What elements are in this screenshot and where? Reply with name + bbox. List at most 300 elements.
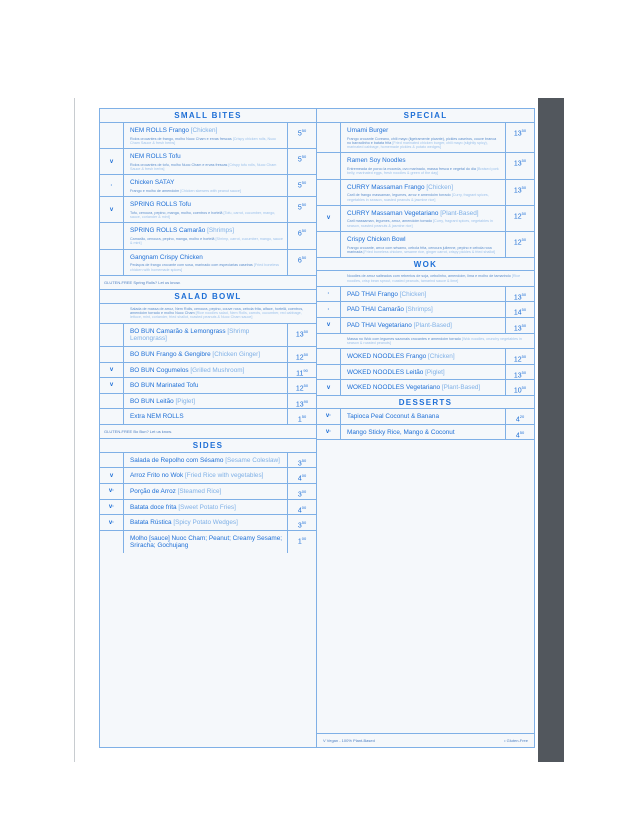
menu-item bbox=[100, 324, 316, 347]
item-body bbox=[124, 197, 288, 222]
item-title: NEM ROLLS Tofu bbox=[130, 153, 181, 161]
price-cents: 50 bbox=[521, 184, 527, 190]
menu-item bbox=[317, 318, 534, 334]
item-translation: [Steamed Rice] bbox=[177, 488, 222, 496]
item-body bbox=[124, 515, 288, 530]
item-price bbox=[288, 250, 316, 275]
description-text: Entremeada de porco la moceda, ovo marinado, massa fresca e vegetal do dia bbox=[347, 167, 476, 172]
item-body bbox=[124, 378, 288, 393]
item-body bbox=[124, 531, 288, 553]
item-body bbox=[124, 250, 288, 275]
item-description bbox=[347, 137, 501, 150]
price-euros: 10 bbox=[513, 387, 522, 395]
item-translation: [Chicken] bbox=[190, 127, 218, 134]
item-title: Molho [sauce] Nuoc Cham; Peanut; Creamy Sesame; Sriracha; Gochujang bbox=[130, 534, 283, 550]
dietary-flag: v bbox=[100, 197, 124, 222]
section-title-desserts: DESSERTS bbox=[317, 395, 534, 409]
menu-item bbox=[317, 206, 534, 232]
dietary-flag bbox=[100, 347, 124, 362]
item-body bbox=[124, 484, 288, 499]
price-euros: 12 bbox=[513, 239, 522, 247]
description-translation: [Crispy chicken rolls, Nuoc Cham Sauce & fresh herbs] bbox=[130, 136, 277, 145]
price-cents: 50 bbox=[301, 414, 307, 420]
item-title: BO BUN Leitão bbox=[130, 397, 174, 405]
item-description bbox=[130, 211, 283, 220]
menu-item bbox=[100, 531, 316, 553]
item-description bbox=[347, 193, 501, 202]
item-title: Mango Sticky Rice, Mango & Coconut bbox=[347, 428, 455, 436]
price-cents: 50 bbox=[521, 158, 527, 164]
item-body bbox=[341, 380, 506, 395]
item-name bbox=[347, 236, 501, 244]
item-description bbox=[130, 189, 283, 193]
item-body bbox=[124, 324, 288, 346]
item-price bbox=[506, 206, 534, 231]
intro-text: Noodles de arroz salteados com rebentos de soja, cebolinho, amendoim, lima e molho de tamarindo bbox=[347, 274, 511, 279]
item-price bbox=[506, 409, 534, 424]
item-price bbox=[288, 378, 316, 393]
dietary-flag: v bbox=[317, 380, 341, 395]
item-price bbox=[288, 324, 316, 346]
price-euros: 13 bbox=[295, 401, 304, 409]
item-translation: [Chicken] bbox=[427, 353, 455, 361]
price-cents: 50 bbox=[519, 429, 525, 435]
menu-item bbox=[317, 380, 534, 395]
item-price bbox=[506, 302, 534, 317]
menu-item bbox=[100, 223, 316, 249]
price-cents: 50 bbox=[301, 228, 307, 234]
item-name bbox=[130, 227, 283, 235]
item-name bbox=[347, 353, 501, 361]
dietary-flag bbox=[100, 223, 124, 248]
price-euros: 11 bbox=[296, 369, 304, 377]
item-title: Gangnam Crispy Chicken bbox=[130, 253, 203, 261]
description-translation: [Braised pork belly, marinated eggs, fresh noodles & green of the day] bbox=[347, 167, 499, 176]
item-translation: [Sweet Potato Fries] bbox=[178, 503, 236, 511]
description-text: Caril de frango massaman, legumes, arroz e amendoim torrado bbox=[347, 193, 451, 198]
item-name bbox=[130, 254, 283, 262]
dietary-flag: v· bbox=[100, 515, 124, 530]
item-title: PAD THAI Vegetariano bbox=[347, 322, 412, 330]
item-price bbox=[506, 318, 534, 333]
menu-item bbox=[100, 484, 316, 500]
item-name bbox=[130, 201, 283, 209]
item-title: BO BUN Frango & Gengibre bbox=[130, 350, 211, 358]
intro-translation: [Rice noodles, crisp bean sprout, roasted peanuts, tamarind sauce & lime] bbox=[347, 274, 521, 283]
price-cents: 50 bbox=[303, 351, 309, 357]
item-name bbox=[130, 127, 283, 135]
menu-item bbox=[317, 123, 534, 153]
menu-item bbox=[100, 197, 316, 223]
item-translation: [Plant-Based] bbox=[440, 209, 479, 217]
item-name bbox=[347, 291, 501, 299]
item-title: PAD THAI Frango bbox=[347, 290, 398, 298]
item-price bbox=[506, 349, 534, 364]
small-bites-list bbox=[100, 123, 316, 276]
item-title: PAD THAI Camarão bbox=[347, 306, 404, 314]
dietary-flag bbox=[100, 123, 124, 148]
item-description bbox=[130, 237, 283, 246]
item-price bbox=[288, 347, 316, 362]
dietary-flag: v· bbox=[317, 425, 341, 440]
menu-item bbox=[100, 123, 316, 149]
menu-item bbox=[100, 347, 316, 363]
dietary-flag: v· bbox=[100, 484, 124, 499]
item-price bbox=[506, 287, 534, 302]
wok-noodles-list bbox=[317, 349, 534, 395]
item-title: Crispy Chicken Bowl bbox=[347, 236, 406, 244]
menu-item bbox=[100, 468, 316, 484]
menu-item bbox=[317, 180, 534, 206]
section-title-wok: WOK bbox=[317, 257, 534, 271]
item-body bbox=[124, 468, 288, 483]
item-title: SPRING ROLLS Camarão bbox=[130, 227, 206, 235]
item-translation: [Shrimps] bbox=[207, 227, 235, 235]
price-cents: 50 bbox=[301, 128, 307, 133]
dietary-flag: v bbox=[317, 318, 341, 333]
price-euros: 4 bbox=[515, 416, 520, 424]
item-name bbox=[347, 306, 501, 314]
price-euros: 4 bbox=[297, 506, 302, 514]
item-name bbox=[347, 369, 501, 377]
item-description bbox=[130, 163, 283, 172]
item-price bbox=[288, 468, 316, 483]
price-euros: 13 bbox=[513, 325, 522, 333]
item-translation: [Shrimps] bbox=[405, 306, 433, 314]
item-title: Ramen Soy Noodles bbox=[347, 157, 406, 165]
item-body bbox=[124, 394, 288, 409]
price-cents: 50 bbox=[521, 128, 527, 133]
item-price bbox=[506, 180, 534, 205]
item-price bbox=[288, 484, 316, 499]
item-translation: [Grilled Mushroom] bbox=[190, 366, 245, 374]
section-title-small-bites: SMALL BITES bbox=[100, 109, 316, 123]
dietary-flag bbox=[100, 250, 124, 275]
price-euros: 13 bbox=[513, 160, 522, 168]
salad-bowl-list bbox=[100, 324, 316, 425]
price-cents: 50 bbox=[521, 210, 527, 216]
intro-translation: [Wok noodles, crunchy vegetables in season & roasted peanuts] bbox=[347, 336, 522, 345]
menu-item bbox=[100, 363, 316, 379]
price-euros: 12 bbox=[513, 356, 522, 364]
item-price bbox=[506, 425, 534, 440]
item-body bbox=[124, 149, 288, 174]
intro-translation: [Rice noodles salad, Nem Rolls, carrots, cucumber, red cabbage, lettuce, mint, coriander, fried shallot, roasted peanuts & Nuoc Cham sauce] bbox=[130, 311, 302, 320]
dietary-flag bbox=[317, 365, 341, 380]
price-euros: 13 bbox=[513, 130, 522, 138]
item-title: BO BUN Marinated Tofu bbox=[130, 382, 199, 390]
item-title: Porção de Arroz bbox=[130, 488, 176, 496]
price-cents: 00 bbox=[301, 504, 307, 510]
legend-gluten-free: • Gluten-Free bbox=[504, 738, 528, 743]
dietary-flag bbox=[317, 349, 341, 364]
price-euros: 5 bbox=[297, 182, 302, 190]
price-euros: 13 bbox=[513, 372, 522, 380]
item-name bbox=[347, 322, 501, 330]
intro-text: Salada de massa de arroz, Nem Rolls, cenoura, pepino, couve roxa, cebola frita, alface, hortelã, coentros, amendoim torrado e molho Nuoc Cham bbox=[130, 306, 304, 316]
description-translation: [Fried boneless chicken, sesame rice, ginger carrot, crispy pickles & fried shallot] bbox=[363, 249, 496, 254]
item-description bbox=[347, 246, 501, 255]
price-cents: 50 bbox=[521, 385, 527, 391]
item-price bbox=[288, 500, 316, 515]
price-euros: 5 bbox=[297, 130, 302, 138]
dietary-flag bbox=[100, 531, 124, 553]
desserts-list bbox=[317, 409, 534, 440]
item-title: Salada de Repolho com Sésamo bbox=[130, 456, 224, 464]
section-title-special: SPECIAL bbox=[317, 109, 534, 123]
item-body bbox=[124, 123, 288, 148]
item-title: WOKED NOODLES Vegetariano bbox=[347, 384, 441, 392]
menu-item bbox=[100, 250, 316, 276]
price-euros: 5 bbox=[297, 204, 302, 212]
sides-list bbox=[100, 453, 316, 553]
menu-item bbox=[100, 453, 316, 469]
item-name bbox=[130, 504, 283, 512]
item-body bbox=[124, 175, 288, 196]
price-cents: 50 bbox=[301, 154, 307, 160]
item-description bbox=[130, 263, 283, 272]
dietary-flag: · bbox=[317, 302, 341, 317]
item-translation: [Sesame Coleslaw] bbox=[225, 456, 280, 464]
item-body bbox=[124, 347, 288, 362]
price-cents: 50 bbox=[521, 369, 527, 375]
item-body bbox=[124, 409, 288, 424]
price-cents: 50 bbox=[301, 202, 307, 208]
price-euros: 13 bbox=[513, 187, 522, 194]
description-text: Pedaços de frango crocante com sosa, marinado com especiarias caseiras bbox=[130, 263, 253, 268]
description-translation: [Chicken skewers with peanut sauce] bbox=[180, 188, 241, 193]
item-title: WOKED NOODLES Leitão bbox=[347, 368, 424, 376]
item-body bbox=[341, 206, 506, 231]
item-translation: [Chicken Ginger] bbox=[212, 350, 261, 358]
item-translation: [Piglet] bbox=[175, 397, 196, 405]
item-name bbox=[347, 210, 501, 218]
description-translation: [Curry, fragrant spices, vegetables in season, roasted peanuts & jasmine rice] bbox=[347, 219, 493, 228]
wok-intro-pad-thai bbox=[317, 271, 534, 287]
item-body bbox=[341, 232, 506, 257]
description-text: Rolos crocantes de frango, molho Nuoc Cham e ervas frescas bbox=[130, 136, 232, 141]
price-euros: 1 bbox=[297, 538, 302, 546]
item-title: BO BUN Cogumelos bbox=[130, 366, 189, 374]
page-shadow bbox=[534, 98, 564, 762]
item-body bbox=[341, 365, 506, 380]
small-bites-note: GLUTEN-FREE Spring Rolls? Let us know. bbox=[100, 276, 316, 290]
item-name bbox=[130, 382, 283, 390]
item-title: Umami Burger bbox=[347, 127, 389, 134]
item-price bbox=[288, 123, 316, 148]
item-body bbox=[124, 500, 288, 515]
price-cents: 50 bbox=[521, 354, 527, 360]
item-description bbox=[130, 137, 283, 146]
item-name bbox=[347, 384, 501, 392]
price-cents: 90 bbox=[303, 398, 309, 404]
item-name bbox=[130, 413, 283, 421]
description-translation: [Shrimp, carrot, cucumber, mango, sauce & mint] bbox=[130, 237, 283, 246]
dietary-flag: v bbox=[100, 378, 124, 393]
menu-item bbox=[317, 287, 534, 303]
menu-item bbox=[100, 394, 316, 410]
price-cents: 00 bbox=[301, 473, 307, 479]
dietary-flag bbox=[100, 453, 124, 468]
item-body bbox=[341, 123, 506, 152]
item-price bbox=[506, 123, 534, 152]
dietary-flag bbox=[100, 409, 124, 424]
dietary-flag: · bbox=[317, 287, 341, 302]
salad-bowl-note: GLUTEN-FREE Bo Bun? Let us know. bbox=[100, 425, 316, 439]
description-text: Caril massaman, legumes, arroz, amendoim torrado bbox=[347, 219, 433, 224]
item-title: Batata doce frita bbox=[130, 503, 177, 511]
menu-item bbox=[100, 175, 316, 197]
special-list bbox=[317, 123, 534, 257]
left-column bbox=[100, 109, 317, 747]
item-translation: [Chicken] bbox=[426, 183, 453, 191]
description-text: Rolos crocantes de tofu, molho Nuoc Cham e ervas frescas bbox=[130, 162, 228, 167]
dietary-flag: · bbox=[100, 175, 124, 196]
item-title: Chicken SATAY bbox=[130, 179, 175, 187]
price-cents: 50 bbox=[521, 237, 527, 243]
price-euros: 14 bbox=[513, 309, 522, 317]
price-euros: 13 bbox=[513, 294, 522, 302]
menu-item bbox=[317, 302, 534, 318]
item-name bbox=[130, 535, 283, 550]
intro-text: Massa no Wok com legumes sazonais crocantes e amendoim torrado bbox=[347, 336, 461, 341]
item-name bbox=[130, 472, 283, 480]
item-translation: [Plant-Based] bbox=[413, 322, 452, 330]
price-cents: 90 bbox=[303, 367, 308, 373]
menu-grid bbox=[99, 108, 535, 748]
item-title: CURRY Massaman Vegetariano bbox=[347, 209, 439, 217]
item-name bbox=[130, 153, 283, 161]
dietary-flag bbox=[100, 324, 124, 346]
dietary-flag: v· bbox=[317, 409, 341, 424]
price-euros: 5 bbox=[297, 156, 302, 164]
price-euros: 6 bbox=[297, 256, 302, 264]
item-price bbox=[288, 223, 316, 248]
price-cents: 50 bbox=[301, 254, 307, 260]
price-cents: 00 bbox=[301, 535, 307, 541]
item-body bbox=[341, 287, 506, 302]
item-body bbox=[341, 180, 506, 205]
price-cents: 00 bbox=[301, 489, 307, 495]
item-price bbox=[506, 365, 534, 380]
item-title: Batata Rústica bbox=[130, 519, 172, 527]
description-text: Camarão, cenoura, pepino, manga, molho e hortelã bbox=[130, 237, 215, 242]
menu-item bbox=[100, 409, 316, 425]
price-cents: 20 bbox=[519, 413, 525, 419]
price-cents: 50 bbox=[303, 383, 309, 389]
item-body bbox=[124, 363, 288, 378]
item-body bbox=[341, 153, 506, 178]
item-price bbox=[288, 175, 316, 196]
item-name bbox=[130, 367, 283, 375]
wok-pad-thai-list bbox=[317, 287, 534, 334]
price-euros: 3 bbox=[297, 491, 302, 499]
description-text: Frango crocante, arroz com sésamo, cebola frita, cenoura julienne, pepino e cebola roxa marinada bbox=[347, 245, 492, 254]
item-name bbox=[130, 488, 283, 496]
item-name bbox=[347, 157, 501, 165]
item-title: CURRY Massaman Frango bbox=[347, 183, 425, 191]
item-price bbox=[288, 197, 316, 222]
item-body bbox=[124, 223, 288, 248]
item-translation: [Piglet] bbox=[425, 368, 445, 376]
item-title: WOKED NOODLES Frango bbox=[347, 353, 427, 361]
dietary-flag: v bbox=[100, 149, 124, 174]
item-description bbox=[347, 219, 501, 228]
menu-item bbox=[317, 365, 534, 381]
price-cents: 50 bbox=[521, 291, 527, 297]
description-text: Frango e molho de amendoim bbox=[130, 188, 180, 193]
legend-vegan: V Vegan - 100% Plant-Based bbox=[323, 738, 375, 743]
item-price bbox=[288, 453, 316, 468]
item-body bbox=[124, 453, 288, 468]
dietary-flag bbox=[317, 232, 341, 257]
item-body bbox=[341, 302, 506, 317]
dietary-flag: v bbox=[100, 468, 124, 483]
price-cents: 50 bbox=[301, 457, 307, 463]
item-name bbox=[130, 179, 283, 187]
item-price bbox=[288, 409, 316, 424]
item-title: Tapioca Peal Coconut & Banana bbox=[347, 412, 440, 420]
description-text: Frango crocante Coreano, chili mayo (ligeiramente picante), pickles caseiros, couve branca no barradinho e batata frita bbox=[347, 136, 497, 145]
item-price bbox=[288, 531, 316, 553]
menu-page bbox=[74, 98, 538, 762]
item-name bbox=[347, 413, 501, 421]
item-body bbox=[341, 318, 506, 333]
price-euros: 12 bbox=[295, 354, 304, 362]
price-euros: 3 bbox=[297, 522, 302, 530]
section-title-salad-bowl: SALAD BOWL bbox=[100, 290, 316, 304]
item-name bbox=[347, 184, 501, 192]
price-cents: 50 bbox=[301, 520, 307, 526]
item-body bbox=[341, 349, 506, 364]
item-price bbox=[506, 153, 534, 178]
description-translation: [Crispy tofu rolls, Nuoc Cham Sauce & fresh herbs] bbox=[130, 162, 277, 172]
dietary-flag: v bbox=[317, 206, 341, 231]
menu-item bbox=[317, 232, 534, 257]
dietary-flag bbox=[317, 180, 341, 205]
price-euros: 4 bbox=[297, 475, 302, 483]
description-text: Tofu, cenoura, pepino, manga, molho, coentros e hortelã bbox=[130, 210, 223, 215]
price-euros: 13 bbox=[295, 331, 304, 339]
item-translation: [Shrimp Lemongrass] bbox=[130, 327, 250, 343]
description-translation: [Fried marinated chicken burger, chili mayo (slightly spicy), marinated cabbage, homemade pickles & potato wedges] bbox=[347, 140, 488, 150]
dietary-flag: v· bbox=[100, 500, 124, 515]
salad-bowl-intro bbox=[100, 304, 316, 324]
item-name bbox=[347, 127, 501, 135]
price-cents: 50 bbox=[301, 180, 307, 186]
dietary-flag bbox=[317, 123, 341, 152]
price-cents: 50 bbox=[521, 307, 527, 313]
price-euros: 3 bbox=[297, 460, 302, 468]
description-translation: [Curry, fragrant spices, vegetables in season, roasted peanuts & jasmine rice] bbox=[347, 193, 489, 202]
price-cents: 50 bbox=[303, 328, 309, 334]
dietary-flag bbox=[100, 394, 124, 409]
item-title: SPRING ROLLS Tofu bbox=[130, 201, 191, 209]
price-euros: 1 bbox=[297, 416, 302, 424]
item-title: BO BUN Camarão & Lemongrass bbox=[130, 327, 226, 335]
description-translation: [Fried boneless chicken with homemade spices] bbox=[130, 263, 280, 272]
menu-item bbox=[100, 515, 316, 531]
item-title: NEM ROLLS Frango bbox=[130, 127, 189, 134]
item-body bbox=[341, 409, 506, 424]
item-title: Arroz Frito no Wok bbox=[130, 472, 184, 480]
item-price bbox=[288, 149, 316, 174]
legend bbox=[317, 733, 534, 747]
dietary-flag bbox=[317, 153, 341, 178]
item-name bbox=[130, 457, 283, 465]
wok-intro-noodles bbox=[317, 334, 534, 350]
item-translation: [Spicy Potato Wedges] bbox=[173, 519, 238, 527]
